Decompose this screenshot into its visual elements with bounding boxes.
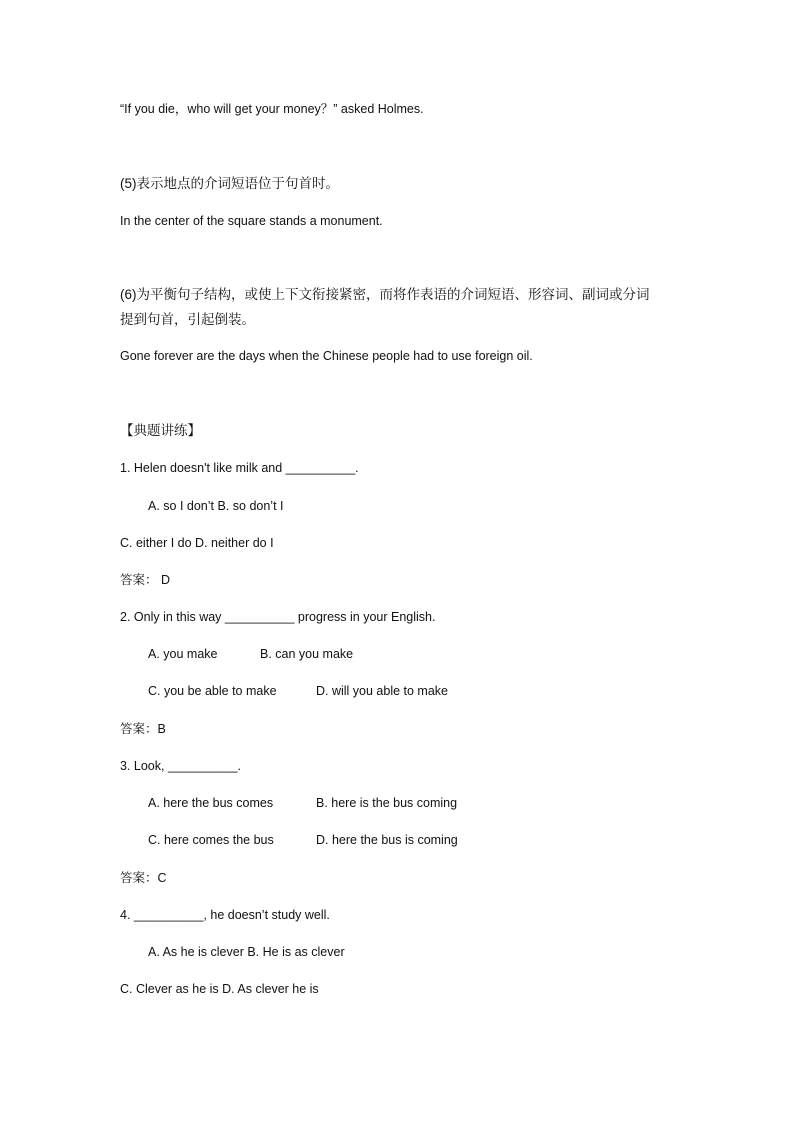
question-4-options-ab: A. As he is clever B. He is as clever: [148, 945, 345, 959]
question-1-options-ab: A. so I don’t B. so don’t I: [148, 499, 284, 513]
question-3-answer: 答案：C: [120, 871, 167, 885]
example-6: Gone forever are the days when the Chinese people had to use foreign oil.: [120, 349, 533, 363]
example-5: In the center of the square stands a monument.: [120, 214, 383, 228]
question-3-option-b: B. here is the bus coming: [316, 796, 458, 810]
rule-6-line-1: (6)为平衡句子结构，或使上下文衔接紧密，而将作表语的介词短语、形容词、副词或分词: [120, 287, 650, 302]
question-4-options-cd: C. Clever as he is D. As clever he is: [120, 982, 319, 996]
rule-6-line-2: 提到句首，引起倒装。: [120, 312, 255, 327]
question-4-stem: 4. __________, he doesn’t study well.: [120, 908, 330, 922]
quote-holmes: “If you die，who will get your money？” asked Holmes.: [120, 102, 424, 116]
question-1-options-cd: C. either I do D. neither do I: [120, 536, 274, 550]
rule-5: (5)表示地点的介词短语位于句首时。: [120, 176, 339, 191]
question-2-option-c: C. you be able to make: [148, 684, 277, 698]
question-3-option-d: D. here the bus is coming: [316, 833, 458, 847]
question-2-option-d: D. will you able to make: [316, 684, 449, 698]
question-1-stem: 1. Helen doesn't like milk and __________.: [120, 461, 359, 475]
question-1-answer: 答案： D: [120, 573, 171, 587]
question-3-option-a: A. here the bus comes: [148, 796, 274, 810]
question-2-stem: 2. Only in this way __________ progress in your English.: [120, 610, 436, 624]
question-2-answer: 答案：B: [120, 722, 166, 736]
question-3-option-c: C. here comes the bus: [148, 833, 274, 847]
section-heading: 【典题讲练】: [120, 423, 201, 438]
question-3-stem: 3. Look, __________.: [120, 759, 241, 773]
question-2-option-a: A. you make: [148, 647, 218, 661]
question-2-option-b: B. can you make: [260, 647, 354, 661]
